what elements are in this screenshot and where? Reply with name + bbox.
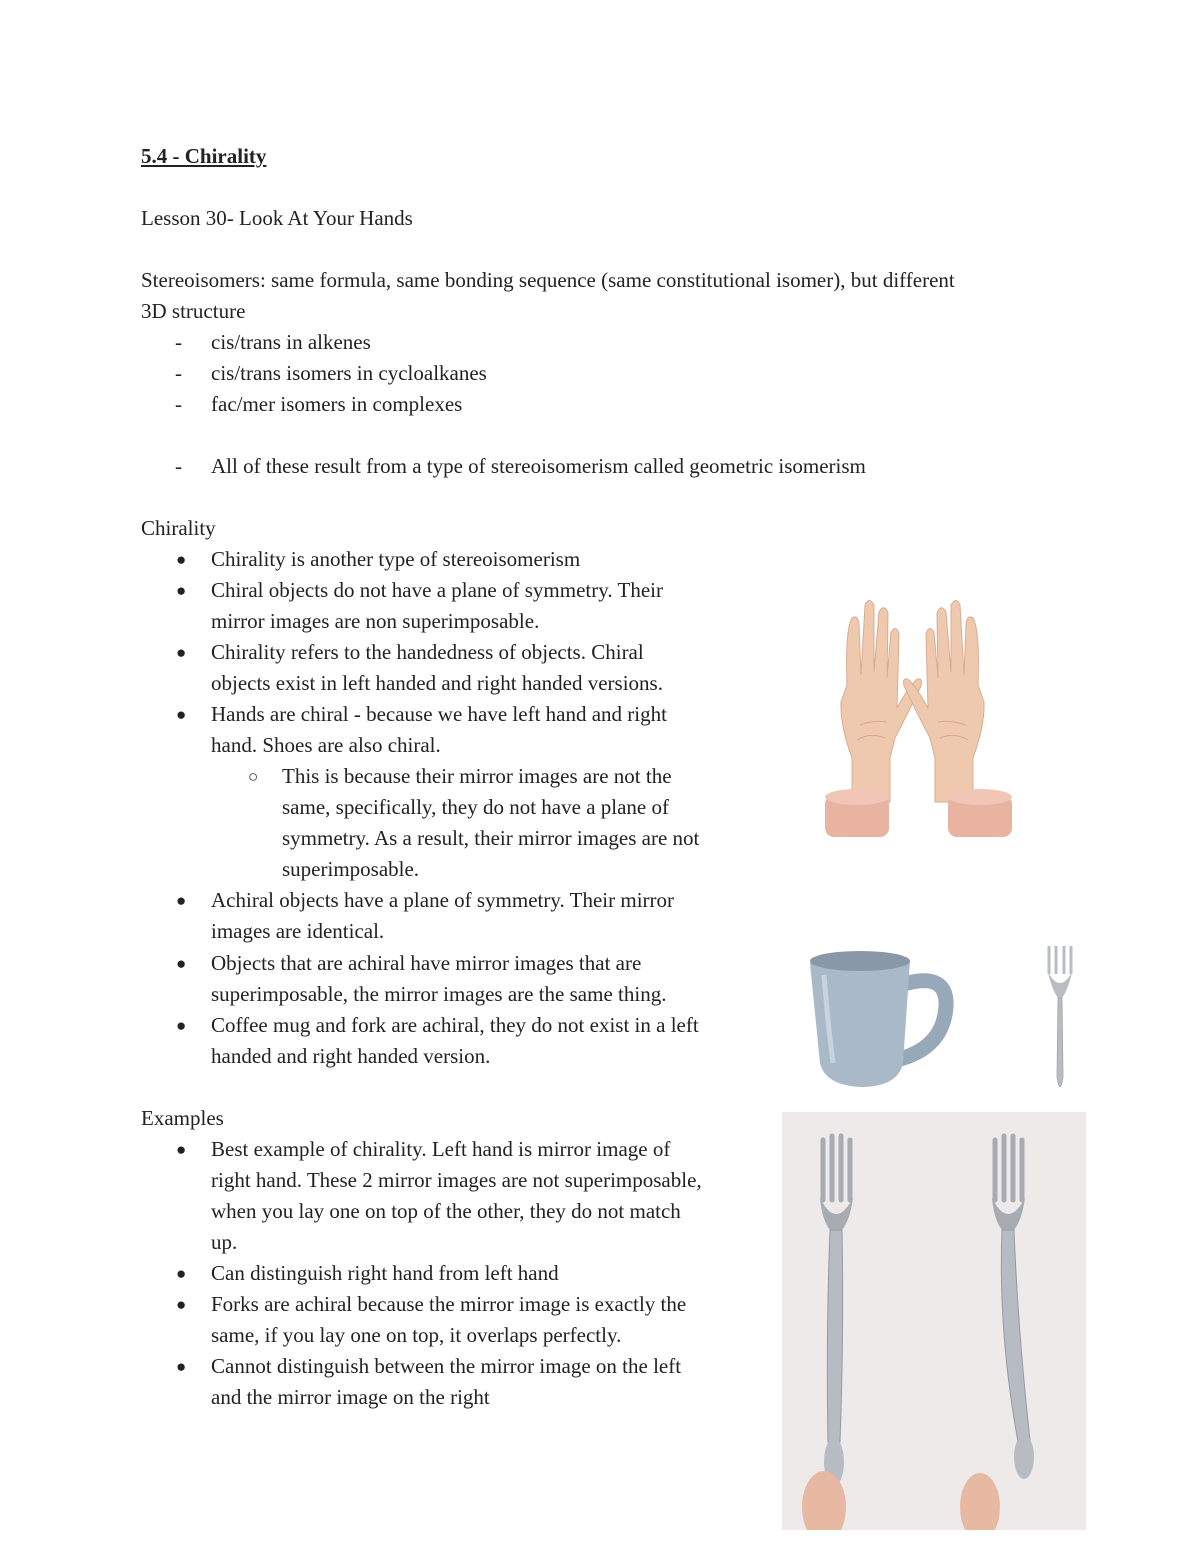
bullet-marker: ●: [176, 1140, 187, 1159]
list-item: fac/mer isomers in complexes: [211, 392, 463, 416]
list-item-cont: same, if you lay one on top, it overlaps perfectly.: [211, 1323, 622, 1347]
sub-list-item-cont: superimposable.: [282, 857, 420, 881]
sub-list-item: This is because their mirror images are not the: [282, 764, 672, 788]
right-hand: [904, 601, 1012, 838]
list-item-cont: right hand. These 2 mirror images are not superimposable,: [211, 1168, 702, 1192]
left-hand: [825, 601, 921, 838]
list-item: Can distinguish right hand from left hand: [211, 1261, 559, 1285]
list-item: Chirality is another type of stereoisomerism: [211, 547, 581, 571]
list-item: Best example of chirality. Left hand is mirror image of: [211, 1137, 671, 1161]
list-item: Chirality refers to the handedness of objects. Chiral: [211, 640, 644, 664]
coffee-mug-image: [800, 945, 955, 1090]
bullet-marker: ●: [176, 643, 187, 662]
list-item: cis/trans in alkenes: [211, 330, 371, 354]
list-item: Cannot distinguish between the mirror image on the left: [211, 1354, 682, 1378]
examples-heading: Examples: [141, 1106, 224, 1130]
page-title: 5.4 - Chirality: [141, 144, 267, 168]
list-item-cont: mirror images are non superimposable.: [211, 609, 540, 633]
list-item: All of these result from a type of stereoisomerism called geometric isomerism: [211, 454, 866, 478]
stereoisomers-definition: Stereoisomers: same formula, same bonding sequence (same constitutional isomer), but different: [141, 268, 955, 292]
list-item-cont: objects exist in left handed and right handed versions.: [211, 671, 663, 695]
bullet-marker: ●: [176, 581, 187, 600]
list-item: Hands are chiral - because we have left hand and right: [211, 702, 667, 726]
bullet-marker: ●: [176, 1357, 187, 1376]
list-item: Coffee mug and fork are achiral, they do not exist in a left: [211, 1013, 699, 1037]
hands-image: [795, 590, 1030, 845]
list-item: Forks are achiral because the mirror image is exactly the: [211, 1292, 687, 1316]
dash-marker: -: [175, 392, 182, 416]
list-item-cont: up.: [211, 1230, 238, 1254]
list-item: Achiral objects have a plane of symmetry. Their mirror: [211, 888, 675, 912]
sub-bullet-marker: ○: [248, 767, 259, 786]
list-item: Objects that are achiral have mirror images that are: [211, 951, 642, 975]
list-item-cont: and the mirror image on the right: [211, 1385, 490, 1409]
list-item-cont: handed and right handed version.: [211, 1044, 491, 1068]
lesson-heading: Lesson 30- Look At Your Hands: [141, 206, 413, 230]
chirality-heading: Chirality: [141, 516, 216, 540]
fork-image: [1040, 942, 1080, 1097]
bullet-marker: ●: [176, 891, 187, 910]
dash-marker: -: [175, 454, 182, 478]
dash-marker: -: [175, 330, 182, 354]
bullet-marker: ●: [176, 550, 187, 569]
bullet-marker: ●: [176, 954, 187, 973]
bullet-marker: ●: [176, 1016, 187, 1035]
two-forks-image: [782, 1112, 1086, 1530]
list-item: Chiral objects do not have a plane of symmetry. Their: [211, 578, 663, 602]
sub-list-item-cont: same, specifically, they do not have a plane of: [282, 795, 669, 819]
list-item-cont: when you lay one on top of the other, they do not match: [211, 1199, 681, 1223]
stereoisomers-definition-cont: 3D structure: [141, 299, 246, 323]
list-item-cont: images are identical.: [211, 919, 385, 943]
sub-list-item-cont: symmetry. As a result, their mirror images are not: [282, 826, 700, 850]
bullet-marker: ●: [176, 1264, 187, 1283]
bullet-marker: ●: [176, 705, 187, 724]
list-item-cont: hand. Shoes are also chiral.: [211, 733, 441, 757]
list-item: cis/trans isomers in cycloalkanes: [211, 361, 487, 385]
dash-marker: -: [175, 361, 182, 385]
list-item-cont: superimposable, the mirror images are the same thing.: [211, 982, 667, 1006]
bullet-marker: ●: [176, 1295, 187, 1314]
